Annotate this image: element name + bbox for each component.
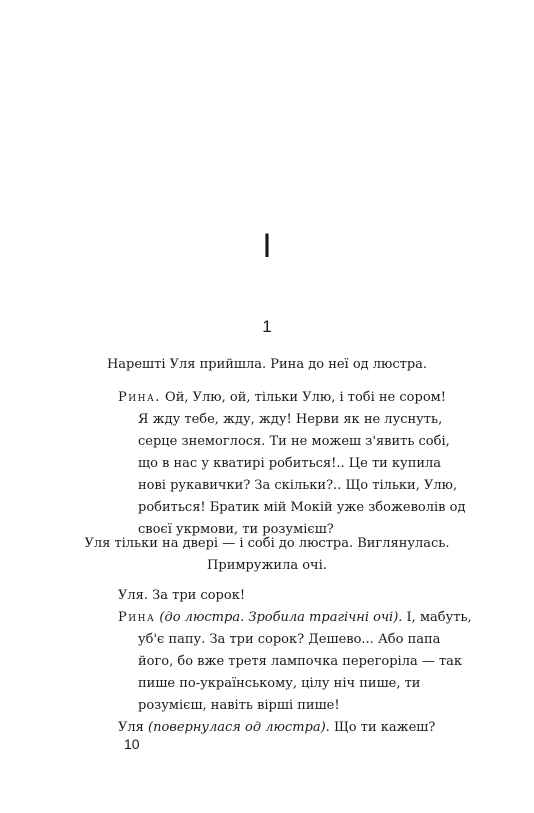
speech-line: його, бо вже третя лампочка перегоріла — так bbox=[138, 654, 463, 669]
speech-text: Що ти кажеш? bbox=[333, 720, 436, 735]
speech-line: робиться! Братик мій Мокій уже збожеволів од bbox=[138, 500, 466, 515]
speech-rina-1 bbox=[118, 387, 466, 541]
speech-line: серце знемоглося. Ти не можеш з'явить собі, bbox=[138, 434, 450, 449]
speech-ulia-1 bbox=[118, 585, 438, 607]
scene-number: 1 bbox=[262, 317, 272, 336]
speech-line: уб'є папу. За три сорок? Дешево... Або папа bbox=[138, 632, 441, 647]
stage-direction-line: Уля тільки на двері — і собі до люстра. Виглянулась. bbox=[84, 536, 450, 551]
speech-line: розумієш, навіть вірші пише! bbox=[138, 698, 340, 713]
stage-remark: (до люстра. Зробила трагічні очі). bbox=[159, 610, 403, 625]
part-title: I bbox=[262, 227, 272, 265]
stage-remark: (повернулася од люстра). bbox=[148, 720, 330, 735]
speech-line: нові рукавички? За скільки?.. Що тільки, Улю, bbox=[138, 478, 458, 493]
page-number: 10 bbox=[124, 736, 140, 752]
speech-text: Ой, Улю, ой, тільки Улю, і тобі не сором! bbox=[165, 390, 446, 405]
speaker-name: Рина bbox=[118, 610, 156, 625]
speaker-name: Уля. bbox=[118, 588, 148, 603]
speech-line: що в нас у кватирі робиться!.. Це ти купила bbox=[138, 456, 442, 471]
stage-direction bbox=[0, 533, 534, 577]
speech-line: пише по-українському, цілу ніч пише, ти bbox=[138, 676, 421, 691]
speech-line bbox=[118, 387, 446, 409]
speech-text: За три сорок! bbox=[152, 588, 246, 603]
speech-text: І, мабуть, bbox=[406, 610, 472, 625]
speaker-name: Рина. bbox=[118, 390, 161, 405]
speech-rina-2 bbox=[118, 607, 472, 629]
speech-line: своєї укрмови, ти розумієш? bbox=[138, 522, 334, 537]
stage-direction: Нарешті Уля прийшла. Рина до неї од люстра. bbox=[106, 357, 428, 372]
stage-direction-line: Примружила очі. bbox=[207, 558, 327, 573]
speaker-name: Уля bbox=[118, 720, 144, 735]
dialogue-block bbox=[118, 585, 472, 739]
speech-ulia-2 bbox=[118, 717, 438, 739]
speech-line: Я жду тебе, жду, жду! Нерви як не луснуть, bbox=[138, 412, 443, 427]
